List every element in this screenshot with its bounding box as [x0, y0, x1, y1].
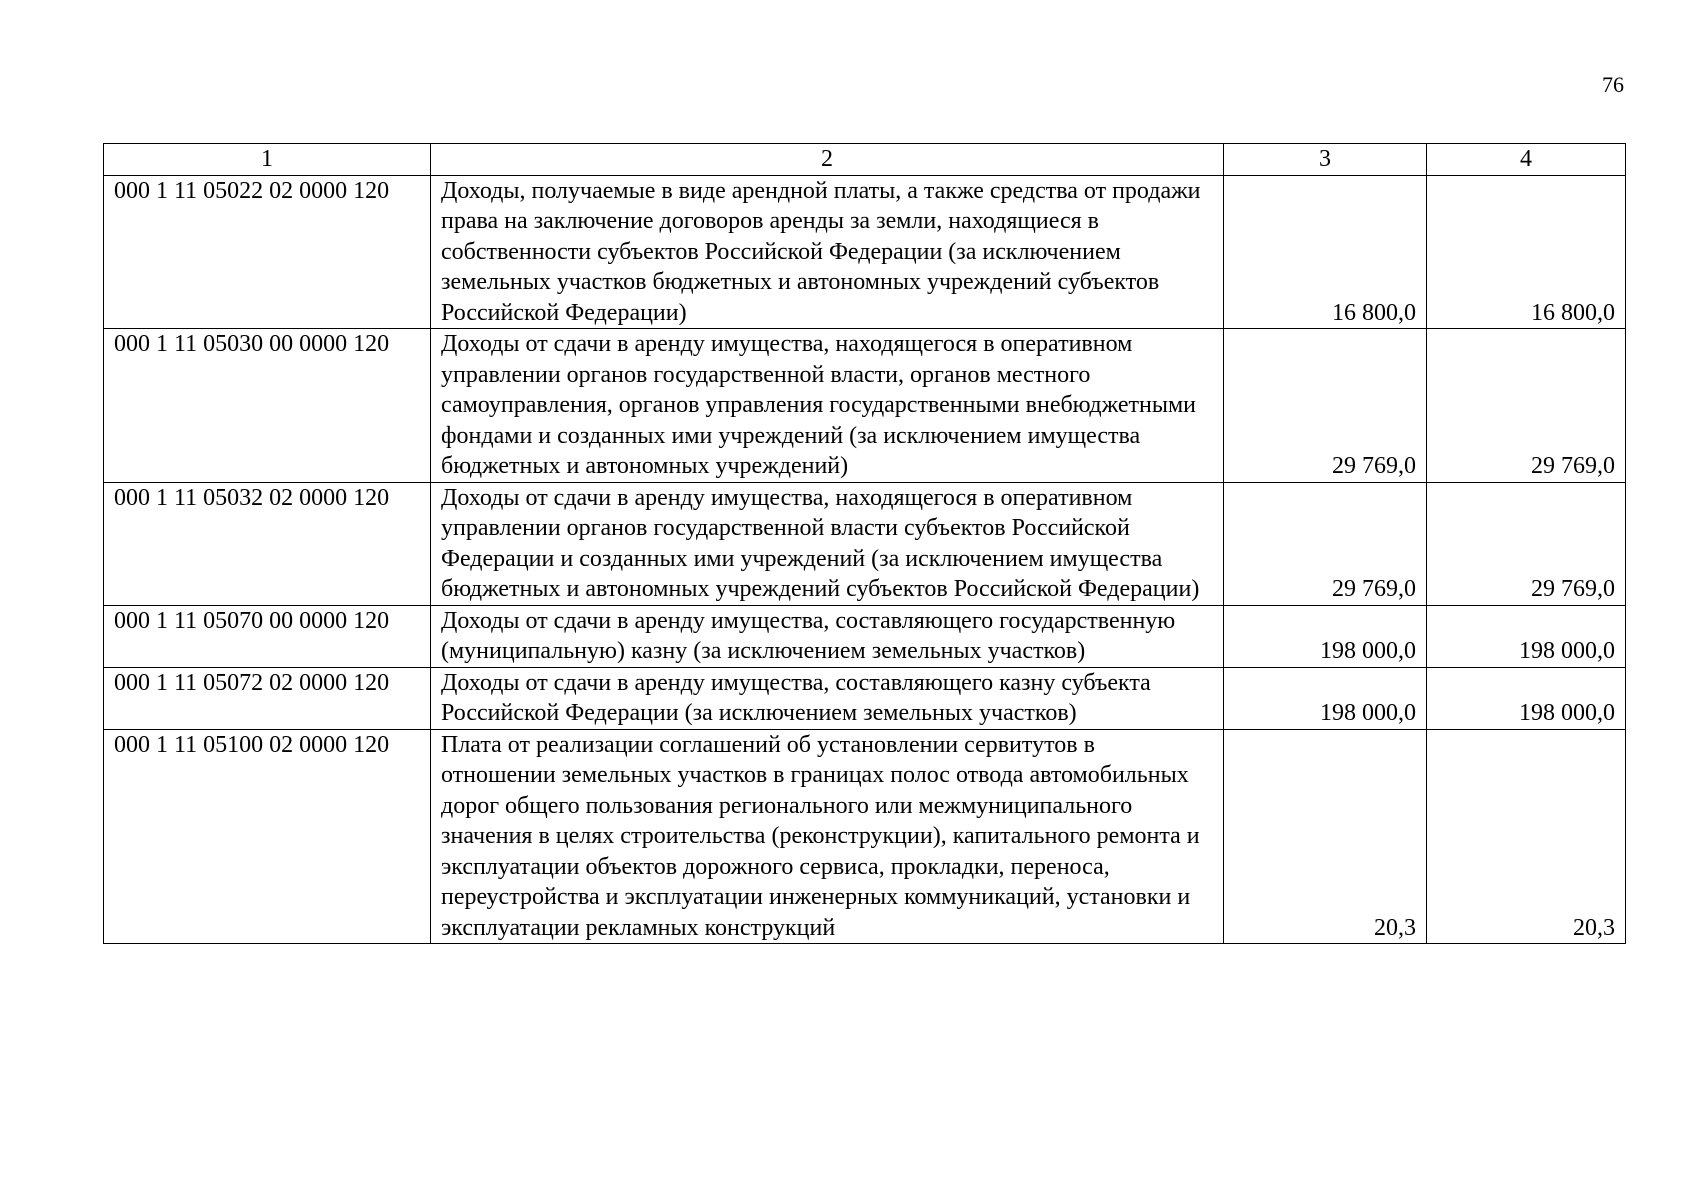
- amount-col4: 16 800,0: [1427, 175, 1626, 329]
- revenue-code: 000 1 11 05072 02 0000 120: [104, 667, 431, 729]
- amount-col4: 29 769,0: [1427, 329, 1626, 483]
- table-row: [104, 329, 1626, 483]
- amount-col3: 198 000,0: [1224, 605, 1427, 667]
- amount-col4: 198 000,0: [1427, 667, 1626, 729]
- page-number: 76: [1602, 72, 1624, 97]
- table-row: [104, 175, 1626, 329]
- table-row: [104, 605, 1626, 667]
- revenue-code: 000 1 11 05070 00 0000 120: [104, 605, 431, 667]
- table-row: [104, 729, 1626, 944]
- amount-col3: 20,3: [1224, 729, 1427, 944]
- amount-col3: 29 769,0: [1224, 329, 1427, 483]
- amount-col3: 29 769,0: [1224, 482, 1427, 605]
- revenue-name: Доходы от сдачи в аренду имущества, составляющего казну субъекта Российской Федерации (за исключением земельных участков): [431, 667, 1224, 729]
- column-header-3: 3: [1224, 144, 1427, 176]
- amount-col4: 20,3: [1427, 729, 1626, 944]
- column-header-1: 1: [104, 144, 431, 176]
- column-header-4: 4: [1427, 144, 1626, 176]
- amount-col3: 16 800,0: [1224, 175, 1427, 329]
- amount-col4: 29 769,0: [1427, 482, 1626, 605]
- column-header-2: 2: [431, 144, 1224, 176]
- header-row: [104, 144, 1626, 176]
- revenue-code: 000 1 11 05030 00 0000 120: [104, 329, 431, 483]
- table-row: [104, 667, 1626, 729]
- revenue-name: Плата от реализации соглашений об установлении сервитутов в отношении земельных участков в границах полос отвода автомобильных дорог общего пользования регионального или межмуниципального значения в целях строительства (реконструкции), капитального ремонта и эксплуатации объектов дорожного сервиса, прокладки, переноса, переустройства и эксплуатации инженерных коммуникаций, установки и эксплуатации рекламных конструкций: [431, 729, 1224, 944]
- revenue-name: Доходы от сдачи в аренду имущества, находящегося в оперативном управлении органов государственной власти субъектов Российской Федерации и созданных ими учреждений (за исключением имущества бюджетных и автономных учреждений субъектов Российской Федерации): [431, 482, 1224, 605]
- amount-col4: 198 000,0: [1427, 605, 1626, 667]
- revenue-code: 000 1 11 05022 02 0000 120: [104, 175, 431, 329]
- table-row: [104, 482, 1626, 605]
- revenue-name: Доходы от сдачи в аренду имущества, находящегося в оперативном управлении органов государственной власти, органов местного самоуправления, органов управления государственными внебюджетными фондами и созданных ими учреждений (за исключением имущества бюджетных и автономных учреждений): [431, 329, 1224, 483]
- revenue-name: Доходы, получаемые в виде арендной платы, а также средства от продажи права на заключение договоров аренды за земли, находящиеся в собственности субъектов Российской Федерации (за исключением земельных участков бюджетных и автономных учреждений субъектов Российской Федерации): [431, 175, 1224, 329]
- revenue-name: Доходы от сдачи в аренду имущества, составляющего государственную (муниципальную) казну (за исключением земельных участков): [431, 605, 1224, 667]
- budget-revenue-table: [103, 143, 1626, 944]
- revenue-code: 000 1 11 05100 02 0000 120: [104, 729, 431, 944]
- revenue-code: 000 1 11 05032 02 0000 120: [104, 482, 431, 605]
- amount-col3: 198 000,0: [1224, 667, 1427, 729]
